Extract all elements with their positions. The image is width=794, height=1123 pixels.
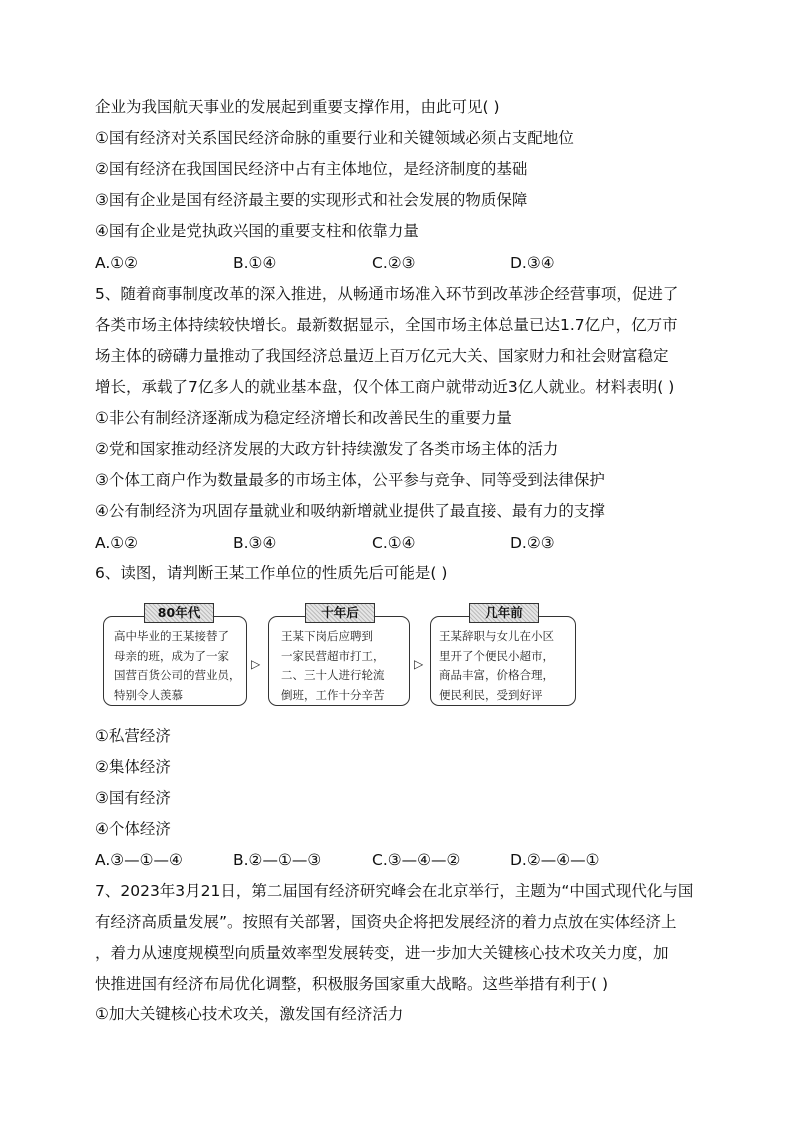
q6-option-a[interactable]: A.③—①—④ xyxy=(95,851,183,869)
q5-option-b[interactable]: B.③④ xyxy=(233,534,277,552)
q5-statement-3: ③个体工商户作为数量最多的市场主体，公平参与竞争、同等受到法律保护 xyxy=(95,471,605,489)
q6-timeline-diagram xyxy=(103,598,579,710)
diagram-text-3-line-3: 商品丰富，价格合理， xyxy=(439,668,554,682)
diagram-text-1-line-2: 母亲的班，成为了一家 xyxy=(114,648,229,663)
q4-option-a[interactable]: A.①② xyxy=(95,254,139,272)
q5-statement-4: ④公有制经济为巩固存量就业和吸纳新增就业提供了最直接、最有力的支撑 xyxy=(95,502,605,520)
q5-stem-line-3: 场主体的磅礴力量推动了我国经济总量迈上百万亿元大关、国家财力和社会财富稳定 xyxy=(95,347,669,365)
q5-stem-line-4: 增长，承载了7亿多人的就业基本盘，仅个体工商户就带动近3亿人就业。材料表明( ) xyxy=(95,378,675,396)
diagram-arrow-1-icon: ▷ xyxy=(251,657,261,671)
q4-stem-tail: 企业为我国航天事业的发展起到重要支撑作用，由此可见( ) xyxy=(95,98,500,116)
q6-statement-3: ③国有经济 xyxy=(95,789,171,807)
diagram-text-1-line-4: 特别令人羡慕 xyxy=(114,687,183,702)
q7-stem-line-3: ，着力从速度规模型向质量效率型发展转变，进一步加大关键核心技术攻关力度，加 xyxy=(95,944,669,962)
q6-statement-4: ④个体经济 xyxy=(95,820,171,838)
diagram-text-2-line-3: 二、三十人进行轮流 xyxy=(281,668,385,682)
q4-option-c[interactable]: C.②③ xyxy=(372,254,416,272)
q5-stem-line-1: 5、随着商事制度改革的深入推进，从畅通市场准入环节到改革涉企经营事项，促进了 xyxy=(95,285,679,303)
q6-option-c[interactable]: C.③—④—② xyxy=(372,851,461,869)
q6-stem: 6、读图，请判断王某工作单位的性质先后可能是( ) xyxy=(95,564,448,582)
q7-stem-line-4: 快推进国有经济布局优化调整，积极服务国家重大战略。这些举措有利于( ) xyxy=(95,975,609,993)
q5-option-d[interactable]: D.②③ xyxy=(510,534,555,552)
q7-statement-1: ①加大关键核心技术攻关，激发国有经济活力 xyxy=(95,1005,404,1023)
diagram-text-2-line-1: 王某下岗后应聘到 xyxy=(281,629,373,643)
diagram-text-1 xyxy=(114,627,241,705)
diagram-arrow-2-icon: ▷ xyxy=(414,657,424,671)
diagram-box-3 xyxy=(430,605,576,706)
q5-stem-line-2: 各类市场主体持续较快增长。最新数据显示，全国市场主体总量已达1.7亿户，亿万市 xyxy=(95,316,678,334)
q4-option-d[interactable]: D.③④ xyxy=(510,254,555,272)
diagram-text-3-line-2: 里开了个便民小超市， xyxy=(439,648,554,663)
diagram-text-2-line-4: 倒班，工作十分辛苦 xyxy=(281,687,385,702)
q6-statement-1: ①私营经济 xyxy=(95,727,171,745)
q4-option-b[interactable]: B.①④ xyxy=(233,254,277,272)
q6-option-d[interactable]: D.②—④—① xyxy=(510,851,600,869)
q5-option-a[interactable]: A.①② xyxy=(95,534,139,552)
diagram-text-1-line-3: 国营百货公司的营业员， xyxy=(114,668,241,682)
diagram-text-3-line-1: 王某辞职与女儿在小区 xyxy=(439,629,554,643)
diagram-text-3 xyxy=(439,627,554,705)
diagram-text-2 xyxy=(281,627,385,705)
diagram-tag-1: 80年代 xyxy=(144,603,214,623)
diagram-tag-2: 十年后 xyxy=(305,603,375,623)
diagram-tag-3: 几年前 xyxy=(469,603,539,623)
q4-statement-3: ③国有企业是国有经济最主要的实现形式和社会发展的物质保障 xyxy=(95,191,528,209)
diagram-text-1-line-1: 高中毕业的王某接替了 xyxy=(114,629,229,643)
q5-option-c[interactable]: C.①④ xyxy=(372,534,416,552)
q4-statement-2: ②国有经济在我国国民经济中占有主体地位，是经济制度的基础 xyxy=(95,160,528,178)
diagram-box-2 xyxy=(268,605,410,706)
diagram-text-2-line-2: 一家民营超市打工， xyxy=(281,648,385,663)
diagram-text-3-line-4: 便民利民，受到好评 xyxy=(439,687,543,702)
q7-stem-line-1: 7、2023年3月21日，第二届国有经济研究峰会在北京举行，主题为“中国式现代化与国 xyxy=(95,882,694,900)
q5-statement-2: ②党和国家推动经济发展的大政方针持续激发了各类市场主体的活力 xyxy=(95,440,559,458)
q7-stem-line-2: 有经济高质量发展”。按照有关部署，国资央企将把发展经济的着力点放在实体经济上 xyxy=(95,913,677,931)
q6-statement-2: ②集体经济 xyxy=(95,758,171,776)
diagram-box-1 xyxy=(103,605,247,706)
q4-statement-4: ④国有企业是党执政兴国的重要支柱和依靠力量 xyxy=(95,222,419,240)
q5-statement-1: ①非公有制经济逐渐成为稳定经济增长和改善民生的重要力量 xyxy=(95,409,512,427)
q6-option-b[interactable]: B.②—①—③ xyxy=(233,851,322,869)
q4-statement-1: ①国有经济对关系国民经济命脉的重要行业和关键领域必须占支配地位 xyxy=(95,129,574,147)
